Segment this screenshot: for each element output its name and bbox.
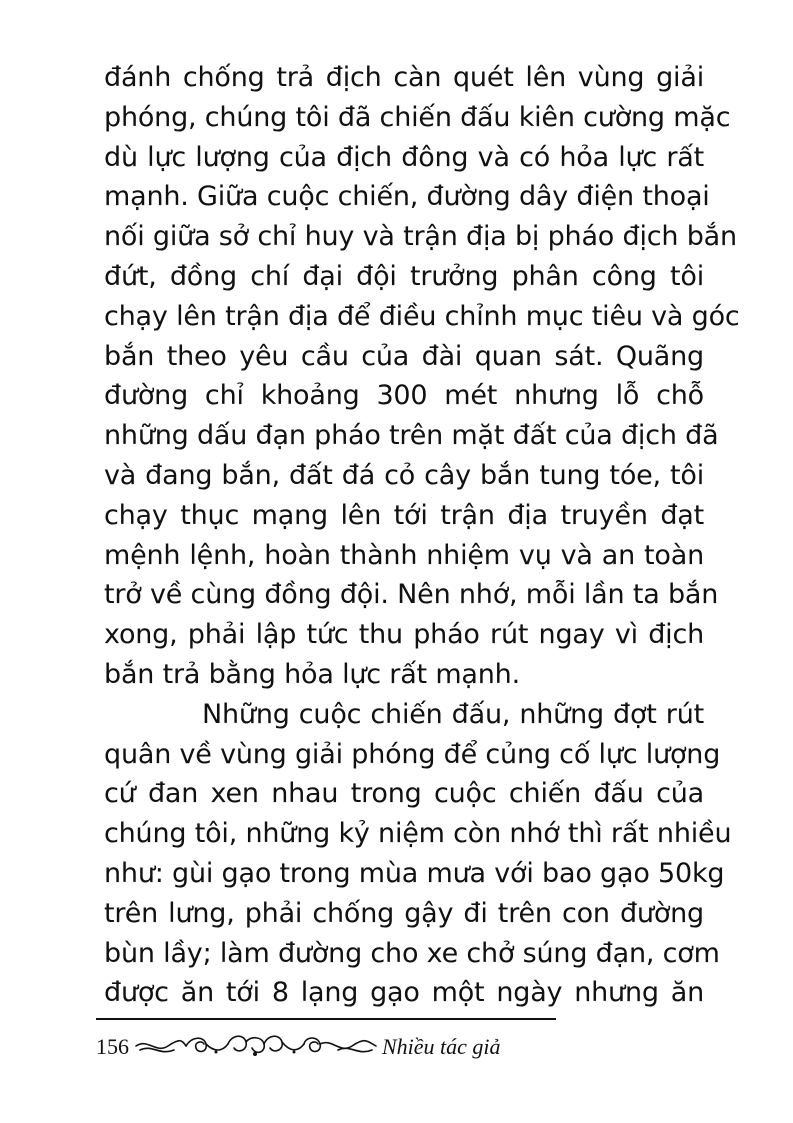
text-line: nối giữa sở chỉ huy và trận địa bị pháo địch bắn	[104, 221, 737, 253]
book-author: Nhiều tác giả	[382, 1034, 501, 1059]
text-line: cứ đan xen nhau trong cuộc chiến đấu của	[104, 778, 704, 810]
page-number: 156	[96, 1034, 129, 1059]
body-text	[104, 58, 740, 1013]
paragraph-first-line: Những cuộc chiến đấu, những đợt rút	[202, 698, 704, 730]
text-line: trên lưng, phải chống gậy đi trên con đường	[104, 897, 704, 929]
text-line: bùn lầy; làm đường cho xe chở súng đạn, cơm	[104, 937, 720, 969]
text-line: dù lực lượng của địch đông và có hỏa lực rất	[104, 141, 704, 173]
text-line: trở về cùng đồng đội. Nên nhớ, mỗi lần ta bắn	[104, 579, 719, 611]
text-line: chạy lên trận địa để điều chỉnh mục tiêu và góc	[104, 300, 740, 332]
page-footer	[96, 1018, 566, 1068]
text-line: đánh chống trả địch càn quét lên vùng giải	[104, 62, 704, 93]
text-line: chúng tôi, những kỷ niệm còn nhớ thì rất nhiều	[104, 818, 732, 850]
text-line: bắn theo yêu cầu của đài quan sát. Quãng	[104, 340, 704, 372]
decorative-flourish-icon	[134, 1032, 378, 1060]
text-line: mạnh. Giữa cuộc chiến, đường dây điện thoại	[104, 181, 710, 213]
text-line: phóng, chúng tôi đã chiến đấu kiên cường mặc	[104, 101, 731, 133]
text-line: những dấu đạn pháo trên mặt đất của địch đã	[104, 420, 719, 452]
text-line: đứt, đồng chí đại đội trưởng phân công tôi	[104, 260, 704, 292]
text-line: chạy thục mạng lên tới trận địa truyền đạt	[104, 499, 704, 531]
text-line: và đang bắn, đất đá cỏ cây bắn tung tóe, tôi	[104, 459, 704, 491]
text-line: mệnh lệnh, hoàn thành nhiệm vụ và an toàn	[104, 539, 704, 571]
text-line: bắn trả bằng hỏa lực rất mạnh.	[104, 658, 520, 690]
footer-rule	[96, 1018, 556, 1020]
text-line: xong, phải lập tức thu pháo rút ngay vì địch	[104, 619, 704, 651]
text-line: đường chỉ khoảng 300 mét nhưng lỗ chỗ	[104, 380, 704, 412]
text-line: được ăn tới 8 lạng gạo một ngày nhưng ăn	[104, 977, 704, 1009]
text-line: quân về vùng giải phóng để củng cố lực lượng	[104, 738, 721, 770]
text-line: như: gùi gạo trong mùa mưa với bao gạo 50kg	[104, 857, 725, 889]
